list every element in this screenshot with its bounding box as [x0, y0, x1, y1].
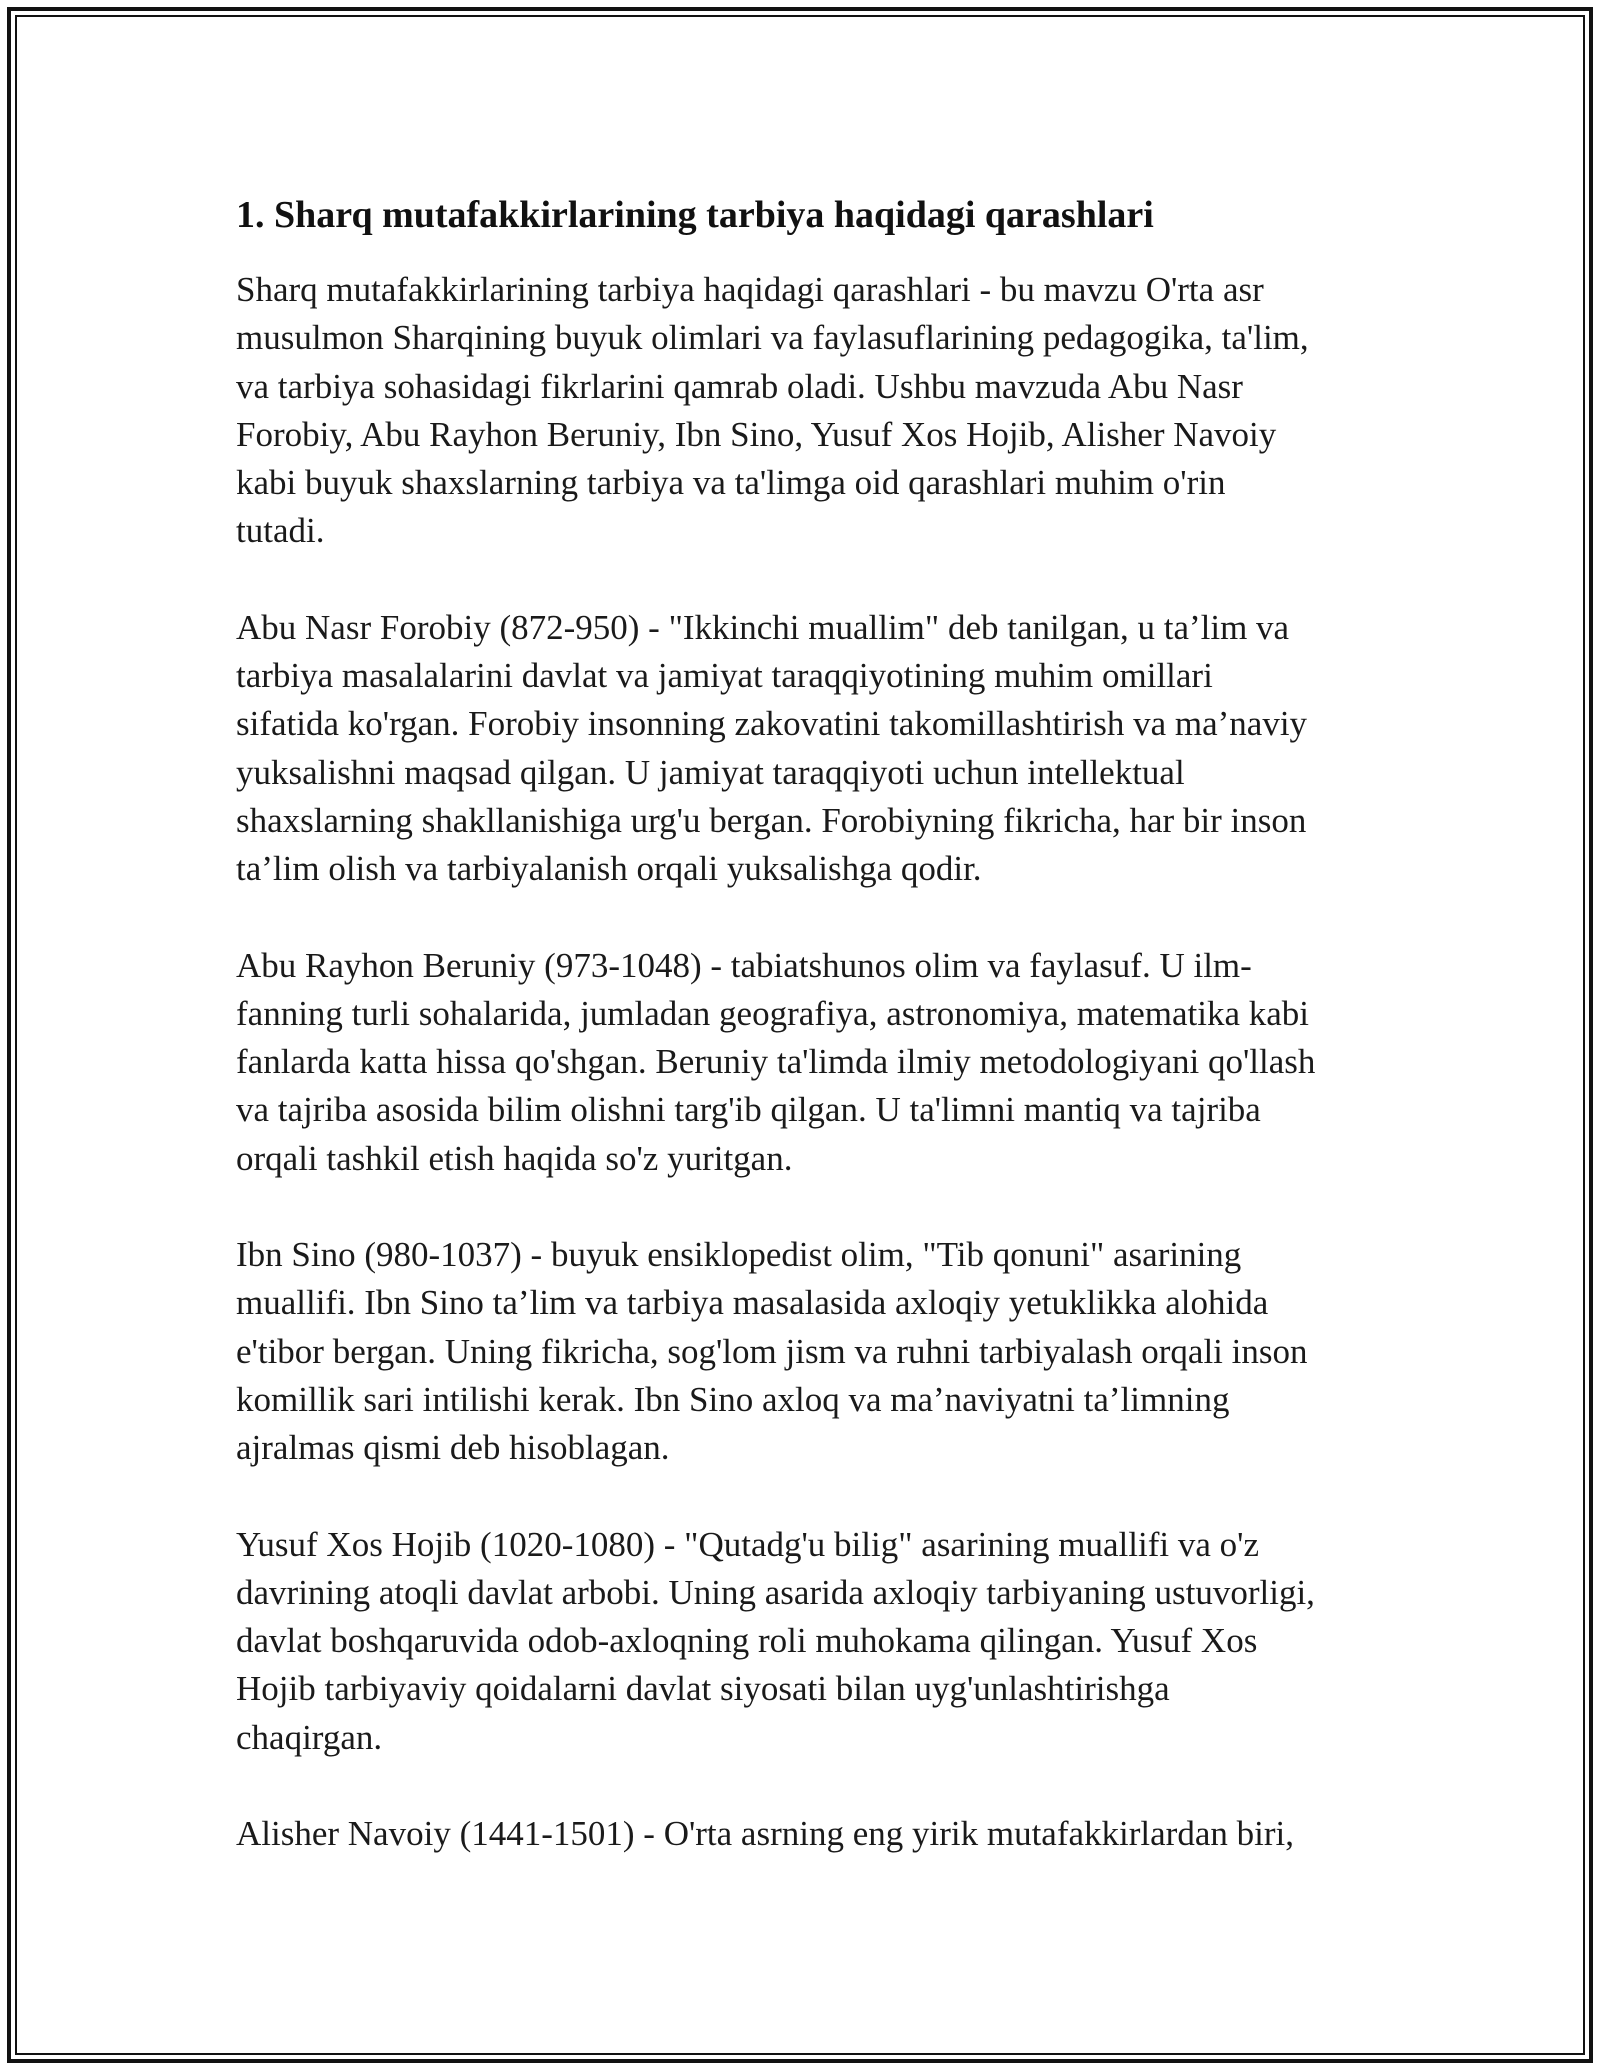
paragraph: [236, 1521, 1386, 1762]
text-line: musulmon Sharqining buyuk olimlari va faylasuflarining pedagogika, ta'lim,: [236, 318, 1309, 358]
text-line: ajralmas qismi deb hisoblagan.: [236, 1428, 670, 1468]
text-line: va tarbiya sohasidagi fikrlarini qamrab oladi. Ushbu mavzuda Abu Nasr: [236, 366, 1243, 406]
page-title: 1. Sharq mutafakkirlarining tarbiya haqidagi qarashlari: [236, 194, 1154, 236]
document-page: [236, 188, 1386, 1906]
text-line: Abu Rayhon Beruniy (973-1048) - tabiatshunos olim va faylasuf. U ilm-: [236, 945, 1252, 985]
text-line: e'tibor bergan. Uning fikricha, sog'lom jism va ruhni tarbiyalash orqali inson: [236, 1331, 1308, 1371]
text-line: Forobiy, Abu Rayhon Beruniy, Ibn Sino, Yusuf Xos Hojib, Alisher Navoiy: [236, 414, 1277, 454]
text-line: komillik sari intilishi kerak. Ibn Sino axloq va ma’naviyatni ta’limning: [236, 1379, 1230, 1419]
text-line: va tajriba asosida bilim olishni targ'ib qilgan. U ta'limni mantiq va tajriba: [236, 1090, 1261, 1130]
text-line: orqali tashkil etish haqida so'z yuritgan.: [236, 1138, 793, 1178]
paragraph: [236, 942, 1386, 1183]
text-line: shaxslarning shakllanishiga urg'u bergan. Forobiyning fikricha, har bir inson: [236, 800, 1307, 840]
text-line: tutadi.: [236, 511, 325, 551]
text-line: davlat boshqaruvida odob-axloqning roli muhokama qilingan. Yusuf Xos: [236, 1621, 1258, 1661]
text-line: chaqirgan.: [236, 1717, 383, 1757]
text-line: davrining atoqli davlat arbobi. Uning asarida axloqiy tarbiyaning ustuvorligi,: [236, 1572, 1315, 1612]
text-line: tarbiya masalalarini davlat va jamiyat taraqqiyotining muhim omillari: [236, 656, 1213, 696]
text-line: muallifi. Ibn Sino ta’lim va tarbiya masalasida axloqiy yetuklikka alohida: [236, 1283, 1269, 1323]
text-line: Yusuf Xos Hojib (1020-1080) - "Qutadg'u bilig" asarining muallifi va o'z: [236, 1524, 1259, 1564]
text-line: ta’lim olish va tarbiyalanish orqali yuksalishga qodir.: [236, 849, 982, 889]
text-line: fanlarda katta hissa qo'shgan. Beruniy ta'limda ilmiy metodologiyani qo'llash: [236, 1042, 1316, 1082]
text-line: Ibn Sino (980-1037) - buyuk ensiklopedist olim, "Tib qonuni" asarining: [236, 1235, 1242, 1275]
text-line: Alisher Navoiy (1441-1501) - O'rta asrning eng yirik mutafakkirlardan biri,: [236, 1814, 1294, 1854]
text-line: sifatida ko'rgan. Forobiy insonning zakovatini takomillashtirish va ma’naviy: [236, 704, 1308, 744]
text-line: yuksalishni maqsad qilgan. U jamiyat taraqqiyoti uchun intellektual: [236, 752, 1185, 792]
text-line: kabi buyuk shaxslarning tarbiya va ta'limga oid qarashlari muhim o'rin: [236, 463, 1226, 503]
paragraph: [236, 1231, 1386, 1472]
text-line: Hojib tarbiyaviy qoidalarni davlat siyosati bilan uyg'unlashtirishga: [236, 1669, 1170, 1709]
paragraph: [236, 266, 1386, 556]
text-line: Sharq mutafakkirlarining tarbiya haqidagi qarashlari - bu mavzu O'rta asr: [236, 270, 1264, 309]
text-line: fanning turli sohalarida, jumladan geografiya, astronomiya, matematika kabi: [236, 993, 1309, 1033]
paragraph: [236, 1810, 1386, 1858]
document-body: [236, 266, 1386, 1858]
paragraph: [236, 604, 1386, 894]
text-line: Abu Nasr Forobiy (872-950) - "Ikkinchi muallim" deb tanilgan, u ta’lim va: [236, 607, 1290, 647]
